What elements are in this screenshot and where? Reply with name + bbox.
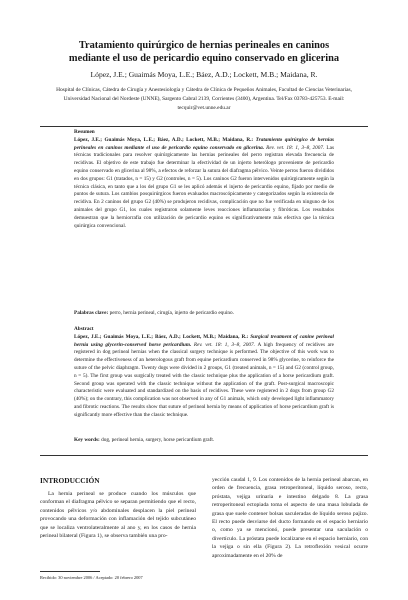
title-line-1: Tratamiento quirúrgico de hernias perineales en caninos (78, 40, 330, 51)
received-date: Recibido: 30 noviembre 2006 / Aceptado: 20 febrero 2007 (40, 575, 143, 580)
resumen-cite-title: Tratamiento quirúrgico de hernias perineales en caninos mediante el uso de pericardio equino conservado en glicerina. (74, 136, 335, 151)
right-column (212, 476, 368, 560)
abstract-cite-authors: López, J.E.; Guaimás Moya, L.E.; Báez, A.D.; Lockett, M.B.; Maidana, R.: (74, 333, 251, 340)
affiliation: Hospital de Clínicas, Cátedra de Cirugía y Anestesiología y Cátedra de Clínica de Pequeños Animales, Facultad de Ciencias Veterinarias, Universidad Nacional del Nordeste (UNNE), Sargento Cabral 2139, Corrientes (3400), Argentina. Tel/Fax 03783-425753. E-mail: tecquir@vet.unne.edu.ar (56, 87, 352, 111)
palabras-clave-label: Palabras clave: (74, 310, 110, 316)
author-list: López, J.E.; Guaimás Moya, L.E.; Báez, A.D.; Lockett, M.B.; Maidana, R. (90, 70, 318, 79)
palabras-clave (74, 310, 334, 318)
title-line-2: mediante el uso de pericardio equino conservado en glicerina (68, 52, 340, 64)
resumen-cite-journal: Rev. vet. 18: 1, 3–8, 2007. (266, 144, 327, 151)
abstract-body: A high frequency of recidives are registered in dog perineal hernias when the classical surgery technique is performed. The objective of this work was to determine the effectiveness of an heterologous graft from equine pericardium conserved in 98% glycerine, to reinforce the suture of the pelvic diaphragm. Twenty dogs were divided in 2 groups, G1 (treated animals, n = 15) and G2 (control group, n = 5). The first group was surgically treated with the classic technique plus the application of a horse pericardium graft. Second group was operated with the classic technique without the application of the graft. Post-surgical macroscopic characteristic were evaluated and standardized on the basis of recidives. These were registered in 2 dogs from group G2 (40%); on the contrary, this complication was not observed in any of G1 animals, which only developed light inflammatory and fibrotic reactions. The results show that suture of perineal hernia by means of application of horse pericardium graft is significantly more effective than the classic technique. (74, 341, 334, 418)
resumen-body: Las técnicas tradicionales para resolver quirúrgicamente las hernias perineales del perro registran elevada frecuencia de recidivas. El objetivo de este trabajo fue determinar la efectividad de un injerto heterólogo proveniente de pericardio equino conservado en glicerina al 98%, a efectos de reforzar la sutura del diafragma pélvico. Veinte perros fueron divididos en dos grupos: G1 (tratados, n = 15) y G2 (controles, n = 5). Los caninos G2 fueron intervenidos quirúrgicamente según la técnica clásica, en tanto que a los del grupo G1 se les aplicó además el injerto de pericardio equino, fijado por medio de puntos de sutura. Los cambios posquirúrgicos fueron evaluados macroscópicamente y categorizados según la existencia de recidiva. En 2 caninos del grupo G2 (40%) se produjeron recidivas, complicación que no fue verificada en ninguno de los animales del grupo G1, los cuales registraron solamente leves reacciones inflamatorias y fibróticas. Los resultados demuestran que la herniorrafia con utilización de pericardio equino es significativamente más efectiva que la técnica quirúrgica convencional. (74, 144, 334, 229)
key-words (74, 437, 334, 445)
right-column-text: yección caudal 1, 9. Los contenidos de la hernia perineal abarcan, en orden de frecuencia, grasa retroperitoneal, líquido seroso, recto, próstata, vejiga urinaria e intestino delgado 8. La grasa retroperitoneal ectopiada toma el aspecto de una masa lobulada de grasa que suele contener bolsas saculeradas de líquido seroso pajizo. El recto puede desviarse del ducto formando en el espacio herniario o, como ya se mencionó, puede presentar una saculación o divertículo. La próstata puede localizarse en el espacio herniario, con la vejiga o sin ella (Figura 2). La retroflexión vesical ocurre aproximadamente en el 20% de (212, 477, 368, 559)
divider-top (40, 126, 368, 127)
abstract-heading: Abstract (74, 326, 94, 332)
intro-heading: INTRODUCCIÓN (40, 476, 100, 485)
resumen-section (74, 129, 334, 230)
palabras-clave-text: perro, hernia perineal, cirugía, injerto de pericardio equino. (109, 310, 234, 316)
resumen-cite-authors: López, J.E.; Guaimás Moya, L.E.; Báez, A.D.; Lockett, M.B.; Maidana, R.: (74, 136, 256, 143)
abstract-section (74, 326, 334, 420)
footnote-rule (40, 571, 100, 572)
abstract-cite-title: Surgical treatment of canine perineal hernia using glycerin-conserved horse pericardium. (74, 333, 334, 348)
left-column (40, 490, 196, 540)
left-column-text: La hernia perineal se produce cuando los músculos que conforman el diafragma pélvico se separan permitiendo que el recto, contenidos pélvicos y/o abdominales desplacen la piel perineal provocando una deformación con inflamación del tejido subcutáneo que se localiza ventrolateralmente al ano y, en los casos de hernia perineal bilateral (Figura 1), se observa también una pro- (40, 491, 196, 540)
abstract-cite-journal: Rev. vet. 18: 1, 3–8, 2007. (193, 341, 258, 348)
resumen-heading: Resumen (74, 129, 95, 135)
key-words-text: dog, perineal hernia, surgery, horse pericardium graft. (101, 437, 215, 443)
article-title (40, 40, 368, 65)
key-words-label: Key words: (74, 437, 102, 443)
divider-bottom (40, 455, 368, 456)
